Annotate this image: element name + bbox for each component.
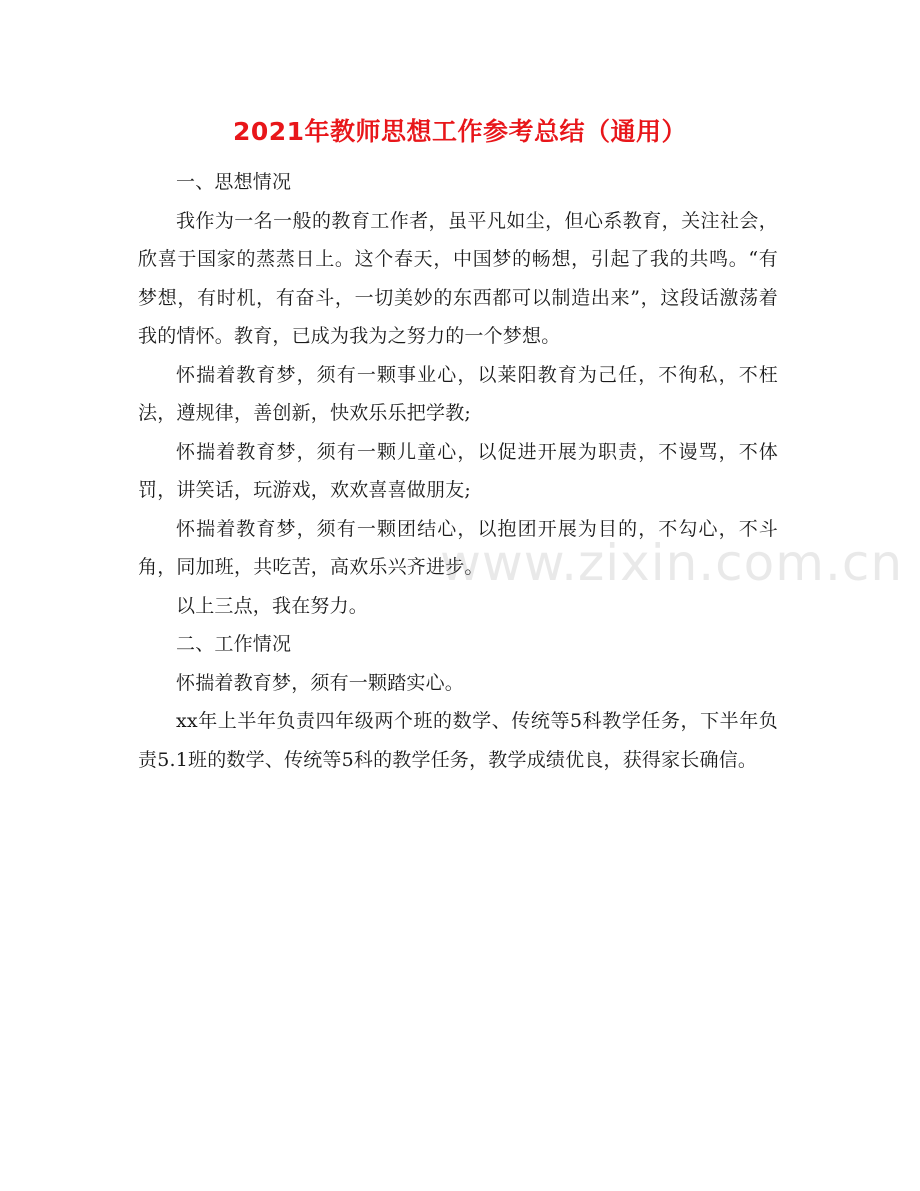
paragraph-summary: 以上三点，我在努力。 bbox=[176, 594, 369, 617]
document-title: 2021年教师思想工作参考总结（通用） bbox=[232, 117, 688, 146]
paragraph-steady-heart: 怀揣着教育梦，须有一颗踏实心。 bbox=[176, 671, 465, 694]
paragraph-intro: 我作为一名一般的教育工作者，虽平凡如尘，但心系教育，关注社会，欣喜于国家的蒸蒸日上。这个春天，中国梦的畅想，引起了我的共鸣。“有梦想，有时机，有奋斗，一切美妙的东西都可以制造出来”，这段话激荡着我的情怀。教育，已成为我为之努力的一个梦想。 bbox=[138, 209, 778, 347]
paragraph-child-heart: 怀揣着教育梦，须有一颗儿童心，以促进开展为职责，不谩骂，不体罚，讲笑话，玩游戏，欢欢喜喜做朋友; bbox=[138, 440, 778, 501]
section-heading-1: 一、思想情况 bbox=[176, 171, 292, 193]
paragraph-teaching-tasks: xx年上半年负责四年级两个班的数学、传统等5科教学任务，下半年负责5.1班的数学、传统等5科的教学任务，教学成绩优良，获得家长确信。 bbox=[138, 710, 778, 771]
paragraph-unity-heart: 怀揣着教育梦，须有一颗团结心，以抱团开展为目的，不勾心，不斗角，同加班，共吃苦，高欢乐兴齐进步。 bbox=[138, 517, 778, 578]
document-body bbox=[138, 163, 778, 779]
paragraph-career-heart: 怀揣着教育梦，须有一颗事业心，以莱阳教育为己任，不徇私，不枉法，遵规律，善创新，快欢乐乐把学教; bbox=[138, 363, 778, 424]
section-heading-2: 二、工作情况 bbox=[176, 633, 292, 655]
watermark: www.zixin.com.cn bbox=[440, 534, 904, 592]
